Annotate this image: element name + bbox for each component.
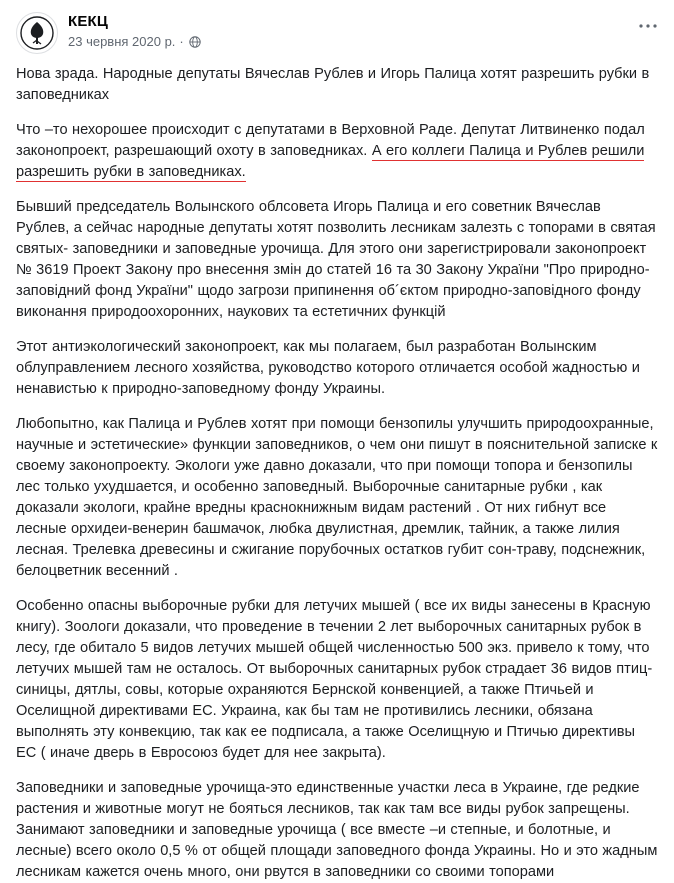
post-paragraph-headline: Нова зрада. Народные депутаты Вячеслав Рублев и Игорь Палица хотят разрешить рубки в заповедниках xyxy=(16,66,650,103)
paragraph-2-text: Что –то нехорошее происходит с депутатами в Верховной Раде. Депутат Литвиненко подал законопроект, разрешающий охоту в заповедниках. xyxy=(16,122,645,159)
avatar[interactable] xyxy=(16,12,58,54)
post-paragraph-5: Любопытно, как Палица и Рублев хотят при помощи бензопилы улучшить природоохранные, научные и эстетические» функции заповедников, о чем они пишут в пояснительной записке к своему законопроекту. Экологи уже давно доказали, что при помощи топора и бензопилы лес только ухудшается, и особенно заповедный. Выборочные санитарные рубки , как доказали экологи, крайне вредны краснокнижным видам растений . От них гибнут все лесные орхидеи-венерин башмачок, любка двулистная, дремлик, тайник, а также лилия лесная. Трелевка древесины и сжигание порубочных остатков губит сон-траву, подснежник, белоцветник весенний . xyxy=(16,416,658,579)
post-meta xyxy=(68,33,201,50)
post-paragraph-4: Этот антиэкологический законопроект, как мы полагаем, был разработан Волынским облуправлением лесного хозяйства, руководство которого отличается особой жадностью и ненавистью к природно-заповедному фонду Украины. xyxy=(16,339,640,397)
more-options-icon[interactable] xyxy=(628,16,658,36)
post-body xyxy=(16,58,658,883)
post-paragraph-7: Заповедники и заповедные урочища-это единственные участки леса в Украине, где редкие растения и животные могут не бояться лесников, так как там все виды рубок запрещены. Занимают заповедники и заповедные урочища ( все вместе –и степные, и болотные, и лесные) всего около 0,5 % от общей площади заповедного фонда Украины. Но и это жадным лесникам кажется очень много, они рвутся в заповедники со своими топорами xyxy=(16,780,658,880)
post-paragraph-3: Бывший председатель Волынского облсовета Игорь Палица и его советник Вячеслав Рублев, а сейчас народные депутаты хотят позволить лесникам залезть с топорами в святая святых- заповедники и заповедные урочища. Для этого они зарегистрировали законопроект № 3619 Проект Закону про внесення змін до статей 16 та 30 Закону України "Про природно-заповідний фонд України" щодо загрози припинення об´єктом природно-заповідного фонду виконання природоохоронних, наукових та естетичних функцій xyxy=(16,199,656,320)
page-name[interactable]: КЕКЦ xyxy=(68,13,109,30)
meta-separator: · xyxy=(179,34,184,49)
highlighted-sentence: А его коллеги Палица и Рублев решили разрешить рубки в заповедниках. xyxy=(16,143,645,180)
post-header-text xyxy=(68,12,201,50)
post-paragraph-2 xyxy=(16,120,658,183)
post-header xyxy=(16,12,658,58)
globe-icon xyxy=(189,36,201,48)
post-date[interactable]: 23 червня 2020 р. xyxy=(68,34,176,49)
post-paragraph-6: Особенно опасны выборочные рубки для летучих мышей ( все их виды занесены в Красную книгу). Зоологи доказали, что проведение в течении 2 лет выборочных санитарных рубок в лесу, где обитало 5 видов летучих мышей общей численностью 500 экз. привело к тому, что летучих мышей там не осталось. От выборочных санитарных рубок страдает 36 видов птиц-синицы, дятлы, совы, которые охраняются Бернской конвенцией, а также Птичьей и Оселищной директивами ЕС. Украина, как бы там не противились лесники, обязана выполнять эту конвекцию, так как ее подписала, а также Оселищную и Птичью директивы ЕС ( иначе дверь в Евросоюз будет для нее закрыта). xyxy=(16,598,653,761)
tree-logo-icon xyxy=(20,16,54,50)
